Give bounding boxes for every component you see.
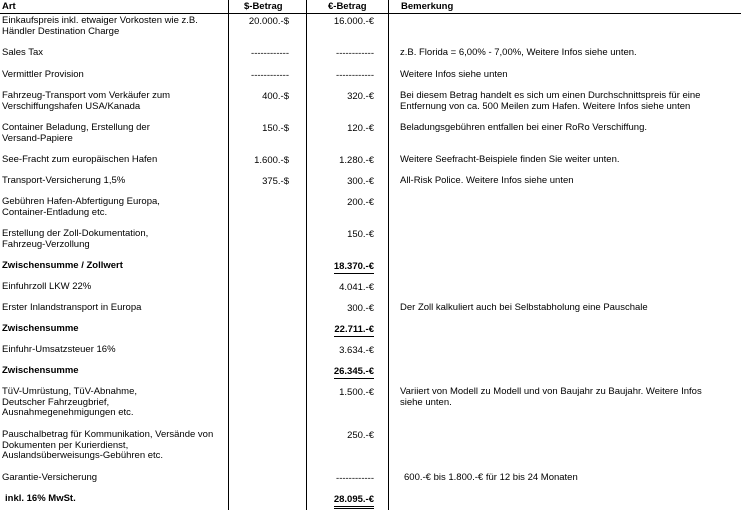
cell-art: Erstellung der Zoll-Dokumentation, Fahrzeug-Verzollung <box>2 228 149 250</box>
cell-bem: Bei diesem Betrag handelt es sich um einen Durchschnittspreis für eine Entfernung von ca. 500 Meilen zum Hafen. Weitere Infos siehe unten <box>400 90 701 112</box>
cell-eur: ------------ <box>336 70 374 81</box>
cell-eur: ------------ <box>336 48 374 59</box>
column-divider <box>228 0 229 510</box>
cell-eur <box>307 494 374 509</box>
cell-usd: 150.-$ <box>262 123 289 134</box>
cell-art: Gebühren Hafen-Abfertigung Europa, Container-Entladung etc. <box>2 196 160 218</box>
subtotal-value: 26.345.-€ <box>333 366 374 377</box>
header-eur: €-Betrag <box>328 1 367 12</box>
cell-art: Fahrzeug-Transport vom Verkäufer zum Verschiffungshafen USA/Kanada <box>2 90 171 112</box>
cell-eur: 120.-€ <box>347 123 374 134</box>
subtotal-value: 18.370.-€ <box>333 261 374 272</box>
cell-usd: 400.-$ <box>262 91 289 102</box>
cell-art: Pauschalbetrag für Kommunikation, Versände von Dokumenten per Kurierdienst, Auslandsüberweisungs-Gebühren etc. <box>2 429 214 461</box>
cell-art: Zwischensumme <box>2 365 79 376</box>
cell-eur: 1.280.-€ <box>339 155 374 166</box>
cell-eur: 300.-€ <box>347 303 374 314</box>
cell-bem: Der Zoll kalkuliert auch bei Selbstabholung eine Pauschale <box>400 302 648 313</box>
cell-art: Einkaufspreis inkl. etwaiger Vorkosten wie z.B. Händler Destination Charge <box>2 15 198 37</box>
column-divider <box>388 0 389 510</box>
cell-bem: Variiert von Modell zu Modell und von Baujahr zu Baujahr. Weitere Infos siehe unten. <box>400 386 702 408</box>
subtotal-value: 22.711.-€ <box>334 324 374 335</box>
cell-usd: 375.-$ <box>262 176 289 187</box>
cell-art: Garantie-Versicherung <box>2 472 98 483</box>
cell-art: Transport-Versicherung 1,5% <box>2 175 126 186</box>
cell-bem: z.B. Florida = 6,00% - 7,00%, Weitere Infos siehe unten. <box>400 47 637 58</box>
cell-eur <box>307 366 374 379</box>
cell-eur: 300.-€ <box>347 176 374 187</box>
cell-art: See-Fracht zum europäischen Hafen <box>2 154 158 165</box>
cell-eur <box>307 261 374 274</box>
cell-art: Vermittler Provision <box>2 69 84 80</box>
cell-art: inkl. 16% MwSt. <box>5 493 76 504</box>
cell-eur: ------------ <box>336 473 374 484</box>
cell-art: Einfuhr-Umsatzsteuer 16% <box>2 344 116 355</box>
cell-usd: 1.600.-$ <box>254 155 289 166</box>
cell-art: Sales Tax <box>2 47 44 58</box>
cell-art: Container Beladung, Erstellung der Versand-Papiere <box>2 122 150 144</box>
header-art: Art <box>2 1 16 12</box>
cell-eur: 3.634.-€ <box>339 345 374 356</box>
cell-art: Zwischensumme <box>2 323 79 334</box>
cell-art: TüV-Umrüstung, TüV-Abnahme, Deutscher Fahrzeugbrief, Ausnahmegenehmigungen etc. <box>2 386 137 418</box>
cell-art: Erster Inlandstransport in Europa <box>2 302 142 313</box>
cell-usd: 20.000.-$ <box>248 16 289 27</box>
cell-eur: 1.500.-€ <box>339 387 374 398</box>
cell-eur: 200.-€ <box>347 197 374 208</box>
cell-art: Einfuhrzoll LKW 22% <box>2 281 92 292</box>
cell-eur: 150.-€ <box>347 229 374 240</box>
cell-eur <box>307 324 374 337</box>
header-underline <box>0 13 741 14</box>
cell-eur: 320.-€ <box>347 91 374 102</box>
header-bem: Bemerkung <box>401 1 454 12</box>
cell-bem: Weitere Seefracht-Beispiele finden Sie weiter unten. <box>400 154 620 165</box>
cell-eur: 250.-€ <box>347 430 374 441</box>
cell-art: Zwischensumme / Zollwert <box>2 260 123 271</box>
total-value: 28.095.-€ <box>334 494 374 509</box>
cell-bem: Weitere Infos siehe unten <box>400 69 508 80</box>
cell-bem: All-Risk Police. Weitere Infos siehe unten <box>400 175 574 186</box>
cell-bem: 600.-€ bis 1.800.-€ für 12 bis 24 Monaten <box>404 472 578 483</box>
cell-usd: ------------ <box>251 70 289 81</box>
cell-usd: ------------ <box>251 48 289 59</box>
cell-eur: 4.041.-€ <box>339 282 374 293</box>
cell-bem: Beladungsgebühren entfallen bei einer RoRo Verschiffung. <box>400 122 647 133</box>
cell-eur: 16.000.-€ <box>333 16 374 27</box>
header-usd: $-Betrag <box>244 1 283 12</box>
